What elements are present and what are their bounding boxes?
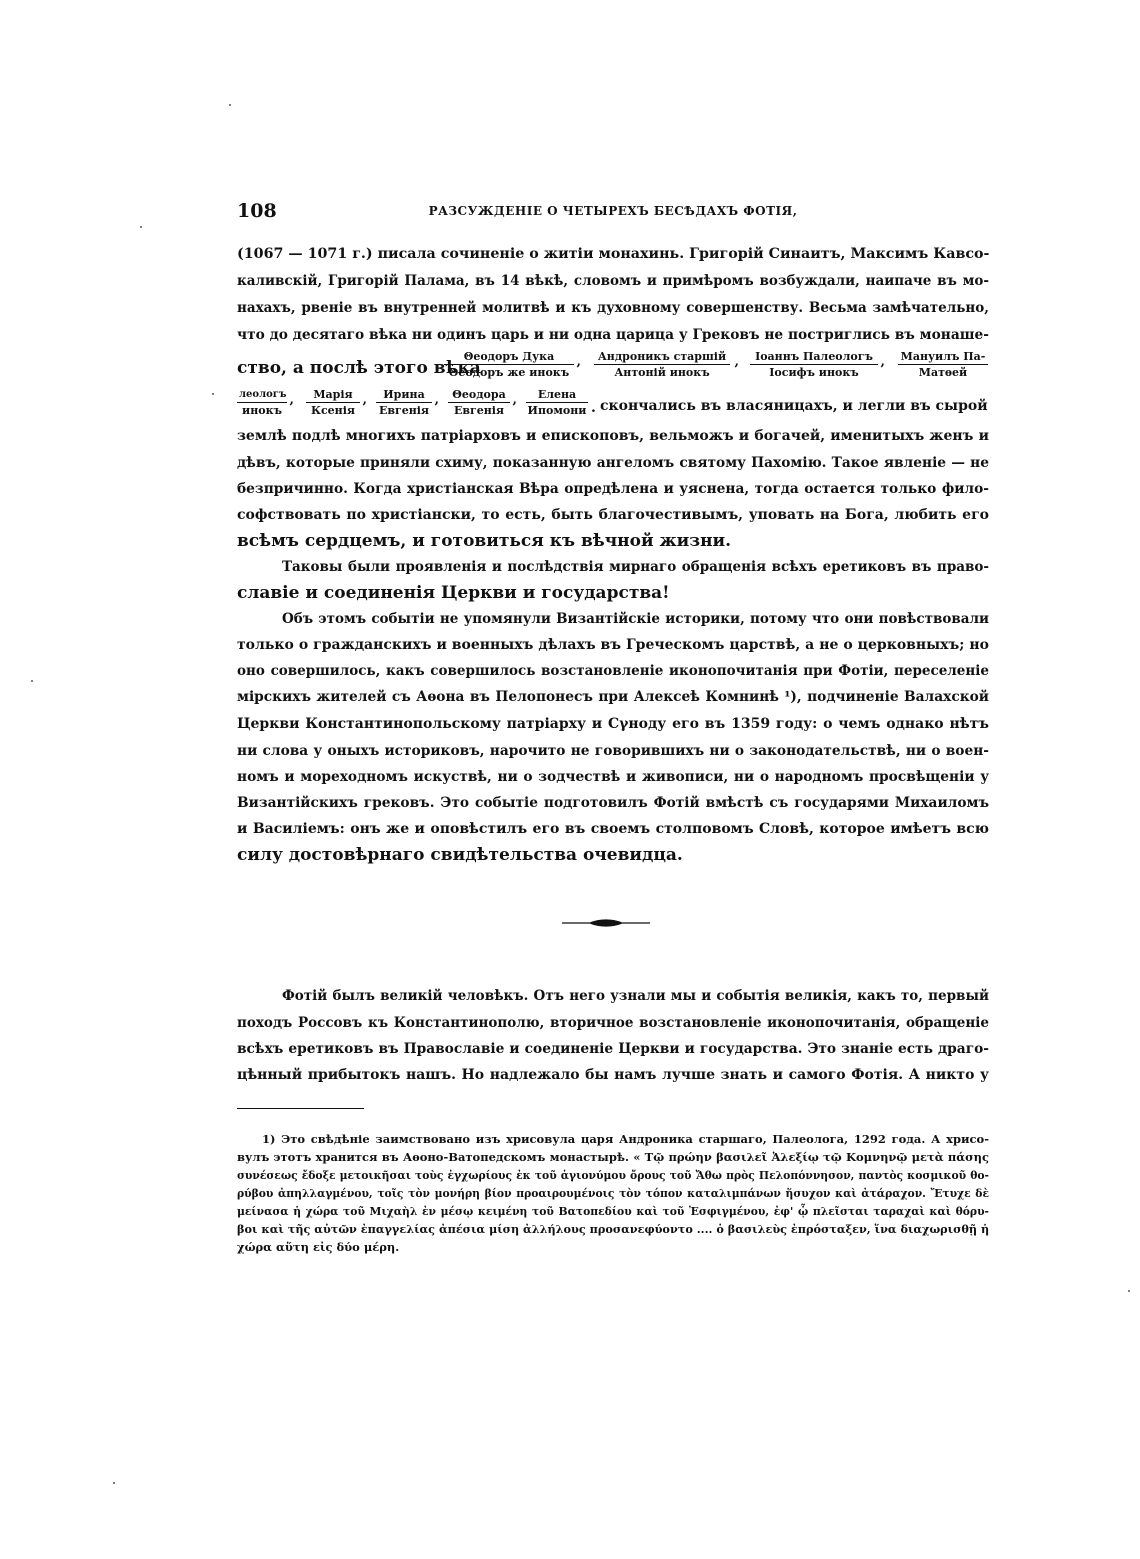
text-line: Византійскихъ грековъ. Это событіе подготовилъ Фотій вмѣстѣ съ государями Михаиломъ	[237, 795, 989, 811]
fraction	[444, 350, 574, 379]
fraction-denominator: Евгенія	[453, 404, 505, 417]
fraction	[594, 350, 730, 379]
fraction-numerator: леологъ	[237, 388, 287, 403]
fraction	[237, 388, 287, 417]
comma: .	[591, 400, 596, 416]
text-line: цѣнный прибытокъ нашъ. Но надлежало бы намъ лучше знать и самого Фотія. А никто у	[237, 1067, 989, 1083]
text-line: мірскихъ жителей съ Аѳона въ Пелопонесъ при Алексеѣ Комнинѣ ¹), подчиненіе Валахской	[237, 689, 989, 705]
text-line: землѣ подлѣ многихъ патріарховъ и епископовъ, вельможъ и богачей, именитыхъ женъ и	[237, 428, 989, 444]
footnote-line: βοι καὶ τῆς αὐτῶν ἐπαγγελίας ἀπέσια μίση ἀλλήλους προσανεφύοντο .... ὁ βασιλεὺς ἐπρόσταξεν, ἵνα διαχωρισθῇ ἡ	[237, 1222, 990, 1236]
footnote-rule	[237, 1108, 364, 1109]
text-line: безпричинно. Когда христіанская Вѣра опредѣлена и уяснена, тогда остается только фило-	[237, 481, 989, 497]
text-line: всѣмъ сердцемъ, и готовиться къ вѣчной жизни.	[237, 531, 732, 551]
fraction	[448, 388, 510, 417]
text-line: каливскій, Григорій Палама, въ 14 вѣкѣ, словомъ и примѣромъ возбуждали, наипаче въ мо-	[237, 273, 989, 289]
running-title: РАЗСУЖДЕНІЕ О ЧЕТЫРЕХЪ БЕСѢДАХЪ ФОТІЯ,	[428, 204, 798, 218]
text-line: всѣхъ еретиковъ въ Православіе и соединеніе Церкви и государства. Это знаніе есть драго-	[237, 1041, 989, 1057]
scan-speck	[113, 1482, 115, 1484]
footnote-line: συνέσεως ἔδοξε μετοικῆσαι τοὺς ἐγχωρίους ἐκ τοῦ ἁγιονύμου ὄρους τοῦ Ἄθω πρὸς Πελοπόννησον, παντὸς κοσμικοῦ θο-	[237, 1169, 989, 1182]
text-line: дѣвъ, которые приняли схиму, показанную ангеломъ святому Пахомію. Такое явленіе — не	[237, 455, 989, 471]
footnote-line: χώρα αὕτη εἰς δύο μέρη.	[237, 1240, 400, 1254]
fraction-denominator: Θеодоръ же инокъ	[448, 366, 570, 379]
footnote-line: μείνασα ἡ χώρα τοῦ Μιχαὴλ ἐν μέσῳ κειμένη τοῦ Βατοπεδίου καὶ τοῦ Ἐσφιγμένου, ἐφ' ᾧ πλεῖσται ταραχαὶ καὶ θόρυ-	[237, 1205, 989, 1218]
text-line: Таковы были проявленія и послѣдствія мирнаго обращенія всѣхъ еретиковъ въ право-	[282, 559, 989, 575]
text-line: нахахъ, рвеніе въ внутренней молитвѣ и къ духовному совершенству. Весьма замѣчательно,	[237, 300, 989, 316]
text-line: ни слова у оныхъ историковъ, нарочито не говорившихъ ни о законодательствѣ, ни о воен-	[237, 743, 989, 759]
fraction	[306, 388, 360, 417]
fraction-denominator: Матѳей	[918, 366, 968, 379]
section-ornament	[562, 916, 650, 930]
fraction-numerator: Елена	[526, 388, 588, 403]
fraction-numerator: Іоаннъ Палеологъ	[750, 350, 878, 365]
text-line: походъ Россовъ къ Константинополю, вторичное возстановленіе иконопочитанія, обращеніе	[237, 1015, 989, 1031]
fraction-denominator: инокъ	[242, 404, 282, 417]
text-line: Фотій былъ великій человѣкъ. Отъ него узнали мы и событія великія, какъ то, первый	[282, 988, 989, 1004]
footnote-line: 1) Это свѣдѣніе заимствовано изъ хрисовула царя Андроника старшаго, Палеолога, 1292 года. А хрисо-	[262, 1132, 989, 1146]
fraction-denominator: Ипомони	[527, 404, 587, 417]
fraction-numerator: Θеодоръ Дука	[444, 350, 574, 365]
text-line: (1067 — 1071 г.) писала сочиненіе о житіи монахинь. Григорій Синаитъ, Максимъ Кавсо-	[237, 246, 990, 262]
scan-speck	[212, 393, 214, 395]
footnote-line: ρύβου ἀπηλλαγμένου, τοῖς τὸν μονήρη βίον προαιρουμένοις τὸν τόπον καταλιμπάνων ἥσυχον καὶ ἀτάραχον. Ἔτυχε δὲ	[237, 1187, 989, 1200]
comma: ’	[880, 362, 885, 378]
comma: ’	[289, 400, 294, 416]
text-fragment: ство, а послѣ этого вѣка	[237, 358, 481, 378]
text-line: и Василіемъ: онъ же и оповѣстилъ его въ своемъ столповомъ Словѣ, которое имѣетъ всю	[237, 821, 989, 837]
scan-speck	[1128, 1290, 1130, 1292]
scan-speck	[140, 226, 142, 228]
text-line: номъ и мореходномъ искуствѣ, ни о зодчествѣ и живописи, ни о народномъ просвѣщеніи у	[237, 769, 989, 785]
fraction-numerator: Мануилъ Па-	[898, 350, 988, 365]
text-line: оно совершилось, какъ совершилось возстановленіе иконопочитанія при Фотіи, переселеніе	[237, 663, 989, 679]
comma: ’	[512, 400, 517, 416]
text-line: Объ этомъ событіи не упомянули Византійскіе историки, потому что они повѣствовали	[282, 611, 989, 627]
comma: ’	[734, 362, 739, 378]
comma: ’	[362, 400, 367, 416]
fraction-denominator: Іосифъ инокъ	[769, 366, 859, 379]
scan-speck	[229, 104, 231, 106]
text-line: славіе и соединенія Церкви и государства!	[237, 583, 670, 603]
fraction-numerator: Ирина	[376, 388, 432, 403]
page-header	[237, 200, 989, 222]
fraction	[526, 388, 588, 417]
fraction-denominator: Евгенія	[378, 404, 430, 417]
text-fragment: скончались въ власяницахъ, и легли въ сырой	[600, 398, 988, 414]
fraction	[898, 350, 988, 379]
scan-speck	[31, 680, 33, 682]
text-line: только о гражданскихъ и военныхъ дѣлахъ въ Греческомъ царствѣ, а не о церковныхъ; но	[237, 637, 989, 653]
text-line: что до десятаго вѣка ни одинъ царь и ни одна царица у Грековъ не постриглись въ монаше-	[237, 327, 989, 343]
fraction	[750, 350, 878, 379]
fraction-denominator: Ксенія	[310, 404, 356, 417]
fraction-denominator: Антоній инокъ	[614, 366, 710, 379]
text-line: Церкви Константинопольскому патріарху и Сγноду его въ 1359 году: о чемъ однако нѣтъ	[237, 716, 989, 732]
fraction-numerator: Андроникъ старшій	[594, 350, 730, 365]
text-line: силу достовѣрнаго свидѣтельства очевидца.	[237, 845, 683, 865]
fraction-numerator: Θеодора	[448, 388, 510, 403]
page-number: 108	[237, 200, 277, 222]
fraction	[376, 388, 432, 417]
fraction-numerator: Марія	[306, 388, 360, 403]
comma: ’	[576, 362, 581, 378]
comma: ’	[434, 400, 439, 416]
footnote-line: вулъ этотъ хранится въ Аѳоно-Ватопедскомъ монастырѣ. « Τῷ πρώην βασιλεῖ Ἀλεξίῳ τῷ Κομνηνῷ μετὰ πάσης	[237, 1150, 989, 1164]
text-line: софствовать по христіански, то есть, быть благочестивымъ, уповать на Бога, любить его	[237, 507, 989, 523]
